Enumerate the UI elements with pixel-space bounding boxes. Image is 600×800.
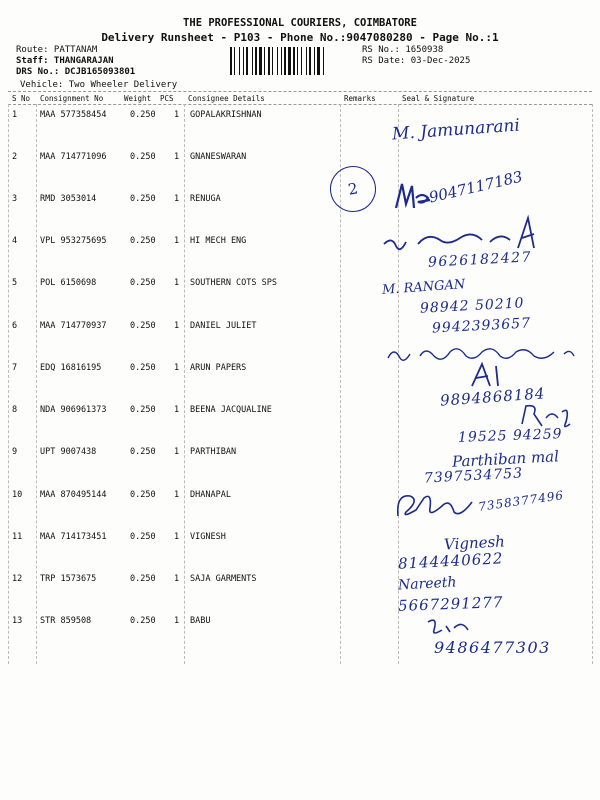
row-consignment: POL 6150698 xyxy=(40,278,97,288)
signature-10-phone: 7397534753 xyxy=(423,465,524,487)
row-weight: 0.250 xyxy=(130,321,156,331)
signature-scribble-9 xyxy=(518,400,576,430)
barcode-bar xyxy=(309,47,311,75)
barcode-bar xyxy=(272,47,273,75)
row-weight: 0.250 xyxy=(130,194,156,204)
signature-14-phone: 9486477303 xyxy=(434,638,551,657)
row-consignment: STR 859508 xyxy=(40,616,92,626)
row-pcs: 1 xyxy=(174,532,180,542)
route: Route: PATTANAM xyxy=(16,45,98,55)
col-signature: Seal & Signature xyxy=(402,94,475,103)
signature-12-phone: 8144440622 xyxy=(397,549,504,573)
row-consignee: BEENA JACQUALINE xyxy=(190,405,272,415)
row-sno: 1 xyxy=(12,110,18,120)
circled-number-text: 2 xyxy=(346,179,360,199)
row-sno: 9 xyxy=(12,447,18,457)
signature-4-phone: 9626182427 xyxy=(427,249,533,271)
row-consignee: PARTHIBAN xyxy=(190,447,237,457)
row-weight: 0.250 xyxy=(130,236,156,246)
row-pcs: 1 xyxy=(174,405,180,415)
page-title: THE PROFESSIONAL COURIERS, COIMBATORE xyxy=(183,17,417,29)
barcode-bar xyxy=(252,47,253,75)
row-consignment: MAA 714771096 xyxy=(40,152,107,162)
barcode-bar xyxy=(293,47,295,75)
barcode-bar xyxy=(314,47,315,75)
barcode-bar xyxy=(301,47,302,75)
col-weight: Weight xyxy=(124,94,152,103)
row-consignee: GOPALAKRISHNAN xyxy=(190,110,262,120)
row-pcs: 1 xyxy=(174,363,180,373)
rs-date: RS Date: 03-Dec-2025 xyxy=(362,56,471,66)
signature-13-name: Nareeth xyxy=(397,574,457,594)
signature-6-phone: 9942393657 xyxy=(431,315,532,337)
barcode-bar xyxy=(255,47,257,75)
row-consignment: MAA 577358454 xyxy=(40,110,107,120)
row-sno: 5 xyxy=(12,278,18,288)
meta-left xyxy=(16,45,135,78)
signature-11-phone: 7358377496 xyxy=(477,488,565,514)
barcode-bar xyxy=(297,47,298,75)
row-pcs: 1 xyxy=(174,110,180,120)
meta-right xyxy=(362,45,470,67)
row-weight: 0.250 xyxy=(130,532,156,542)
row-sno: 3 xyxy=(12,194,18,204)
row-consignee: DHANAPAL xyxy=(190,490,231,500)
signature-5-phone: 98942 50210 xyxy=(419,295,525,317)
col-consignment: Consignment No xyxy=(40,94,104,103)
row-weight: 0.250 xyxy=(130,110,156,120)
table-row xyxy=(0,574,600,614)
row-consignment: MAA 870495144 xyxy=(40,490,107,500)
signature-scribble-2 xyxy=(392,178,434,214)
row-consignment: MAA 714770937 xyxy=(40,321,107,331)
col-sno: S No xyxy=(12,94,31,103)
row-pcs: 1 xyxy=(174,278,180,288)
signature-10-name: Parthiban mal xyxy=(451,447,560,471)
row-consignment: VPL 953275695 xyxy=(40,236,107,246)
row-consignment: TRP 1573675 xyxy=(40,574,97,584)
row-pcs: 1 xyxy=(174,236,180,246)
barcode-bar xyxy=(277,47,278,75)
row-consignee: BABU xyxy=(190,616,211,626)
row-consignment: UPT 9007438 xyxy=(40,447,97,457)
barcode-bar xyxy=(323,47,324,75)
row-pcs: 1 xyxy=(174,321,180,331)
row-sno: 8 xyxy=(12,405,18,415)
signature-8-phone: 9894868184 xyxy=(439,384,546,410)
header-rule xyxy=(8,91,592,92)
barcode-bar xyxy=(259,47,262,75)
row-weight: 0.250 xyxy=(130,574,156,584)
row-sno: 13 xyxy=(12,616,23,626)
row-consignment: MAA 714173451 xyxy=(40,532,107,542)
rs-number: RS No.: 1650938 xyxy=(362,45,444,55)
barcode-bar xyxy=(246,47,248,75)
signature-13-phone: 5667291277 xyxy=(397,593,504,615)
header-rule-bottom xyxy=(8,104,592,105)
signature-12-name: Vignesh xyxy=(443,532,506,554)
staff: Staff: THANGARAJAN xyxy=(16,56,114,66)
barcode-bar xyxy=(264,47,265,75)
barcode-bar xyxy=(243,47,244,75)
row-sno: 4 xyxy=(12,236,18,246)
col-consignee: Consignee Details xyxy=(188,94,265,103)
drs-number: DRS No.: DCJB165093801 xyxy=(16,67,136,77)
row-weight: 0.250 xyxy=(130,405,156,415)
row-pcs: 1 xyxy=(174,574,180,584)
barcode-bar xyxy=(317,47,320,75)
col-pcs: PCS xyxy=(160,94,174,103)
barcode-bar xyxy=(230,47,232,75)
row-consignee: SOUTHERN COTS SPS xyxy=(190,278,277,288)
vehicle: Vehicle: Two Wheeler Delivery xyxy=(20,80,178,90)
barcode-bar xyxy=(239,47,240,75)
signature-scribble-13 xyxy=(424,614,476,638)
row-consignee: SAJA GARMENTS xyxy=(190,574,257,584)
row-consignee: DANIEL JULIET xyxy=(190,321,257,331)
row-consignee: RENUGA xyxy=(190,194,221,204)
barcode-bar xyxy=(281,47,282,75)
row-pcs: 1 xyxy=(174,194,180,204)
barcode xyxy=(230,47,356,75)
barcode-bar xyxy=(284,47,286,75)
barcode-bar xyxy=(306,47,307,75)
row-consignee: GNANESWARAN xyxy=(190,152,247,162)
row-sno: 7 xyxy=(12,363,18,373)
signature-9-phone: 19525 94259 xyxy=(457,426,563,446)
signature-2-phone: 9047117183 xyxy=(427,167,525,207)
barcode-bar xyxy=(234,47,235,75)
signature-scribble-8 xyxy=(468,360,508,390)
row-weight: 0.250 xyxy=(130,278,156,288)
barcode-bar xyxy=(268,47,270,75)
row-weight: 0.250 xyxy=(130,616,156,626)
row-consignee: VIGNESH xyxy=(190,532,226,542)
row-sno: 12 xyxy=(12,574,23,584)
row-pcs: 1 xyxy=(174,447,180,457)
row-consignee: HI MECH ENG xyxy=(190,236,247,246)
row-sno: 6 xyxy=(12,321,18,331)
row-weight: 0.250 xyxy=(130,152,156,162)
row-pcs: 1 xyxy=(174,616,180,626)
signature-5-name: M. RANGAN xyxy=(381,277,466,298)
row-weight: 0.250 xyxy=(130,363,156,373)
row-consignment: RMD 3053014 xyxy=(40,194,97,204)
row-sno: 10 xyxy=(12,490,23,500)
barcode-bar xyxy=(288,47,291,75)
signature-1: M. Jamunarani xyxy=(391,115,521,145)
row-weight: 0.250 xyxy=(130,447,156,457)
row-weight: 0.250 xyxy=(130,490,156,500)
row-consignment: EDQ 16816195 xyxy=(40,363,102,373)
signature-scribble-11 xyxy=(392,488,478,522)
row-consignment: NDA 906961373 xyxy=(40,405,107,415)
col-remarks: Remarks xyxy=(344,94,376,103)
row-sno: 11 xyxy=(12,532,23,542)
table-row xyxy=(0,532,600,572)
runsheet-subtitle: Delivery Runsheet - P103 - Phone No.:9047080280 - Page No.:1 xyxy=(101,31,499,44)
row-sno: 2 xyxy=(12,152,18,162)
row-pcs: 1 xyxy=(174,152,180,162)
row-consignee: ARUN PAPERS xyxy=(190,363,247,373)
row-pcs: 1 xyxy=(174,490,180,500)
